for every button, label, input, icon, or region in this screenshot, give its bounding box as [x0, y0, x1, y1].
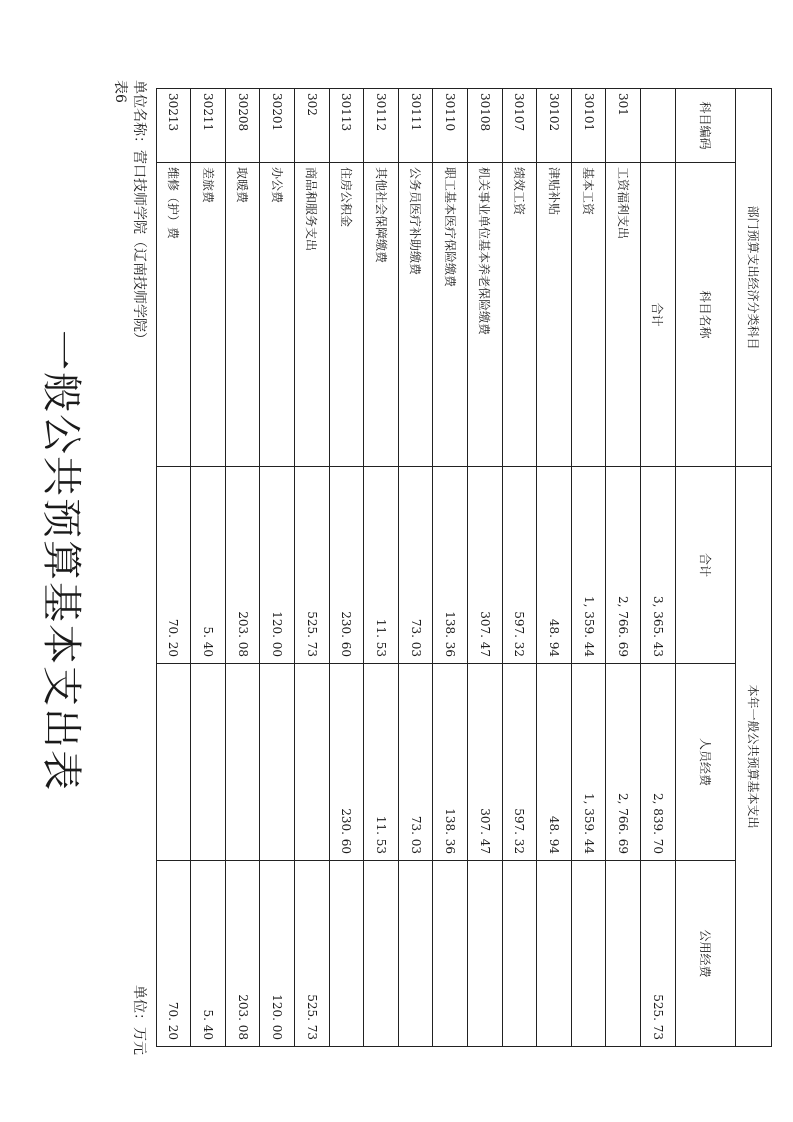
row-name: 津贴补贴: [537, 163, 572, 467]
row-name: 公务员医疗补助缴费: [398, 163, 433, 467]
row-code: 30211: [191, 89, 226, 163]
row-personnel: 11. 53: [364, 664, 399, 861]
row-name: 机关事业单位基本养老保险缴费: [468, 163, 503, 467]
header-code: 科目编码: [676, 89, 736, 163]
table-row: [606, 89, 641, 1047]
row-personnel: 307. 47: [468, 664, 503, 861]
row-code: 30112: [364, 89, 399, 163]
row-code: 30102: [537, 89, 572, 163]
row-name: 住房公积金: [329, 163, 364, 467]
row-personnel: 73. 03: [398, 664, 433, 861]
total-total: 3, 365. 43: [641, 467, 676, 664]
row-public: 70. 20: [156, 861, 191, 1047]
total-code-cell: [641, 89, 676, 163]
row-total: 11. 53: [364, 467, 399, 664]
row-name: 商品和服务支出: [295, 163, 330, 467]
row-public: [364, 861, 399, 1047]
row-name: 维修（护）费: [156, 163, 191, 467]
row-public: [571, 861, 606, 1047]
budget-table: [156, 88, 772, 1047]
currency-unit: 单位：万元: [131, 985, 147, 1055]
row-public: 5. 40: [191, 861, 226, 1047]
row-personnel: 138. 36: [433, 664, 468, 861]
unit-name: 单位名称：营口技师学院（辽南技师学院）: [131, 80, 147, 346]
row-public: [433, 861, 468, 1047]
row-public: 120. 00: [260, 861, 295, 1047]
total-personnel: 2, 839. 70: [641, 664, 676, 861]
table-row: [364, 89, 399, 1047]
row-code: 30201: [260, 89, 295, 163]
table-row: [537, 89, 572, 1047]
row-public: [329, 861, 364, 1047]
row-public: [398, 861, 433, 1047]
total-label: 合计: [641, 163, 676, 467]
header-personnel: 人员经费: [676, 664, 736, 861]
row-personnel: 1, 359. 44: [571, 664, 606, 861]
row-total: 70. 20: [156, 467, 191, 664]
row-code: 30113: [329, 89, 364, 163]
row-public: [502, 861, 537, 1047]
table-row: [225, 89, 260, 1047]
row-name: 其他社会保障缴费: [364, 163, 399, 467]
row-code: 30111: [398, 89, 433, 163]
row-total: 2, 766. 69: [606, 467, 641, 664]
row-code: 30213: [156, 89, 191, 163]
page-title: 一般公共预算基本支出表: [38, 330, 84, 792]
row-public: [468, 861, 503, 1047]
row-name: 差旅费: [191, 163, 226, 467]
table-row: [329, 89, 364, 1047]
row-public: [537, 861, 572, 1047]
header-row-2: [676, 89, 736, 1047]
row-public: [606, 861, 641, 1047]
table-row: [191, 89, 226, 1047]
header-current-year: 本年一般公共预算基本支出: [736, 467, 772, 1047]
row-code: 30110: [433, 89, 468, 163]
header-total: 合计: [676, 467, 736, 664]
table-row: [502, 89, 537, 1047]
header-name: 科目名称: [676, 163, 736, 467]
header-public: 公用经费: [676, 861, 736, 1047]
header-classification: 部门预算支出经济分类科目: [736, 89, 772, 467]
table-row: [571, 89, 606, 1047]
row-total: 73. 03: [398, 467, 433, 664]
row-total: 1, 359. 44: [571, 467, 606, 664]
row-code: 301: [606, 89, 641, 163]
row-name: 职工基本医疗保险缴费: [433, 163, 468, 467]
row-total: 203. 08: [225, 467, 260, 664]
row-public: 525. 73: [295, 861, 330, 1047]
row-personnel: 48. 94: [537, 664, 572, 861]
row-code: 302: [295, 89, 330, 163]
row-personnel: [191, 664, 226, 861]
row-personnel: [260, 664, 295, 861]
row-total: 230. 60: [329, 467, 364, 664]
row-total: 307. 47: [468, 467, 503, 664]
row-total: 138. 36: [433, 467, 468, 664]
table-row: [295, 89, 330, 1047]
row-name: 绩效工资: [502, 163, 537, 467]
row-name: 工资福利支出: [606, 163, 641, 467]
row-public: 203. 08: [225, 861, 260, 1047]
row-total: 120. 00: [260, 467, 295, 664]
row-name: 基本工资: [571, 163, 606, 467]
total-public: 525. 73: [641, 861, 676, 1047]
row-personnel: 597. 32: [502, 664, 537, 861]
row-personnel: 2, 766. 69: [606, 664, 641, 861]
row-code: 30101: [571, 89, 606, 163]
table-row: [433, 89, 468, 1047]
row-name: 取暖费: [225, 163, 260, 467]
row-code: 30107: [502, 89, 537, 163]
table-row: [260, 89, 295, 1047]
row-total: 48. 94: [537, 467, 572, 664]
row-personnel: [225, 664, 260, 861]
table-row: [398, 89, 433, 1047]
row-total: 597. 32: [502, 467, 537, 664]
table-row: [156, 89, 191, 1047]
table-number: 表6: [112, 80, 128, 103]
row-name: 办公费: [260, 163, 295, 467]
row-total: 5. 40: [191, 467, 226, 664]
header-row-1: [736, 89, 772, 1047]
row-code: 30108: [468, 89, 503, 163]
row-code: 30208: [225, 89, 260, 163]
table-row: [468, 89, 503, 1047]
row-personnel: [156, 664, 191, 861]
row-personnel: [295, 664, 330, 861]
row-total: 525. 73: [295, 467, 330, 664]
total-row: [641, 89, 676, 1047]
row-personnel: 230. 60: [329, 664, 364, 861]
